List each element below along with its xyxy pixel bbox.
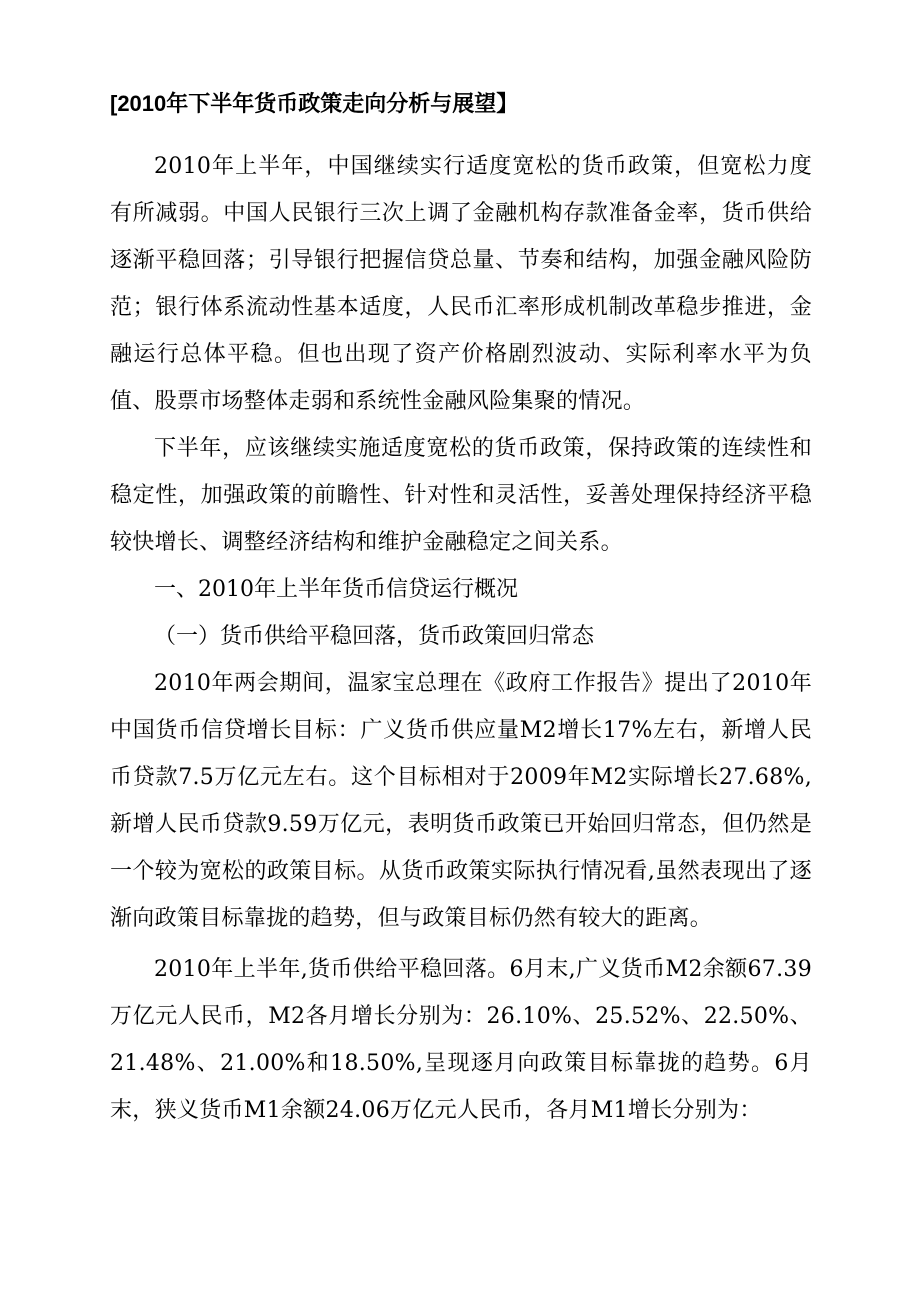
document-page bbox=[110, 84, 812, 1134]
section-heading: 一、2010年上半年货币信贷运行概况 bbox=[154, 577, 518, 602]
body-paragraph: 2010年上半年,货币供给平稳回落。6月末,广义货币M2余额67.39万亿元人民币，M2各月增长分别为：26.10%、25.52%、22.50%、21.48%、21.00%和18.50%,呈现逐月向政策目标靠拢的趋势。6月末，狭义货币M1余额24.06万亿元人民币，各月M1增长分别为： bbox=[110, 957, 812, 1123]
document-title: [2010年下半年货币政策走向分析与展望】 bbox=[110, 91, 519, 116]
body-paragraph: 2010年两会期间，温家宝总理在《政府工作报告》提出了2010年中国货币信贷增长目标：广义货币供应量M2增长17%左右，新增人民币贷款7.5万亿元左右。这个目标相对于2009年M2实际增长27.68%,新增人民币贷款9.59万亿元，表明货币政策已开始回归常态，但仍然是一个较为宽松的政策目标。从货币政策实际执行情况看,虽然表现出了逐渐向政策目标靠拢的趋势，但与政策目标仍然有较大的距离。 bbox=[110, 671, 812, 931]
subsection-heading: （一）货币供给平稳回落，货币政策回归常态 bbox=[154, 624, 595, 649]
body-paragraph: 下半年，应该继续实施适度宽松的货币政策，保持政策的连续性和稳定性，加强政策的前瞻性、针对性和灵活性，妥善处理保持经济平稳较快增长、调整经济结构和维护金融稳定之间关系。 bbox=[110, 436, 812, 555]
body-paragraph: 2010年上半年，中国继续实行适度宽松的货币政策，但宽松力度有所减弱。中国人民银行三次上调了金融机构存款准备金率，货币供给逐渐平稳回落；引导银行把握信贷总量、节奏和结构，加强金融风险防范；银行体系流动性基本适度，人民币汇率形成机制改革稳步推进，金融运行总体平稳。但也出现了资产价格剧烈波动、实际利率水平为负值、股票市场整体走弱和系统性金融风险集聚的情况。 bbox=[110, 154, 812, 414]
